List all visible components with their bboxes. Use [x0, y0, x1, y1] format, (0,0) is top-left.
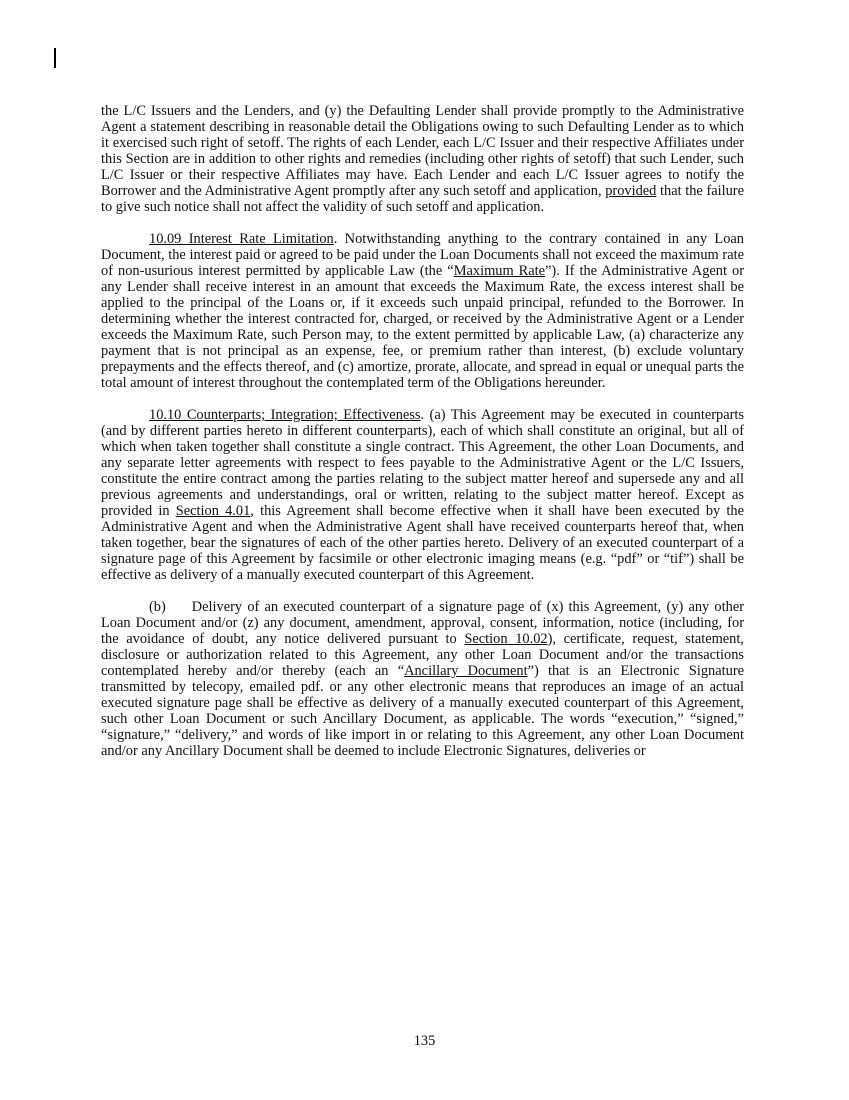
provided-term: provided: [605, 183, 657, 199]
section-10-10: 10.10 Counterparts; Integration; Effectiveness. (a) This Agreement may be executed in counterparts (and by different parties hereto in different counterparts), each of which shall constitute an original, but all of which when taken together shall constitute a single contract. This Agreement, the other Loan Documents, and any separate letter agreements with respect to fees payable to the Administrative Agent or the L/C Issuers, constitute the entire contract among the parties relating to the subject matter hereof and supersede any and all previous agreements and understandings, oral or written, relating to the subject matter hereof. Except as provided in Section 4.01, this Agreement shall become effective when it shall have been executed by the Administrative Agent and when the Administrative Agent shall have received counterparts hereof that, when taken together, bear the signatures of each of the other parties hereto. Delivery of an executed counterpart of a signature page of this Agreement by facsimile or other electronic imaging means (e.g. “pdf” or “tif”) shall be effective as delivery of a manually executed counterpart of this Agreement.: [101, 407, 745, 583]
section-ref-10-02: Section 10.02: [464, 631, 548, 647]
section-ref-4-01: Section 4.01: [175, 503, 251, 519]
section-10-09: 10.09 Interest Rate Limitation. Notwithstanding anything to the contrary contained in any Loan Document, the interest paid or agreed to be paid under the Loan Documents shall not exceed the maximum rate of non-usurious interest permitted by applicable Law (the “Maximum Rate”). If the Administrative Agent or any Lender shall receive interest in an amount that exceeds the Maximum Rate, the excess interest shall be applied to the principal of the Loans or, if it exceeds such unpaid principal, refunded to the Borrower. In determining whether the interest contracted for, charged, or received by the Administrative Agent or a Lender exceeds the Maximum Rate, such Person may, to the extent permitted by applicable Law, (a) characterize any payment that is not principal as an expense, fee, or premium rather than interest, (b) exclude voluntary prepayments and the effects thereof, and (c) amortize, prorate, allocate, and spread in equal or unequal parts the total amount of interest throughout the contemplated term of the Obligations hereunder.: [101, 231, 745, 391]
paragraph-b-label: (b): [149, 599, 166, 615]
section-heading-10-09: 10.09 Interest Rate Limitation: [149, 231, 334, 247]
document-body: [101, 103, 744, 775]
revision-bar: [54, 48, 56, 68]
paragraph-setoff-continued: the L/C Issuers and the Lenders, and (y) the Defaulting Lender shall provide promptly to the Administrative Agent a statement describing in reasonable detail the Obligations owing to such Defaulting Lender as to which it exercised such right of setoff. The rights of each Lender, each L/C Issuer and their respective Affiliates under this Section are in addition to other rights and remedies (including other rights of setoff) that such Lender, such L/C Issuer or their respective Affiliates may have. Each Lender and each L/C Issuer agrees to notify the Borrower and the Administrative Agent promptly after any such setoff and application, provided that the failure to give such notice shall not affect the validity of such setoff and application.: [101, 103, 744, 215]
defined-term-maximum-rate: Maximum Rate: [453, 263, 546, 279]
paragraph-b: (b) Delivery of an executed counterpart of a signature page of (x) this Agreement, (y) any other Loan Document and/or (z) any document, amendment, approval, consent, information, notice (including, for the avoidance of doubt, any notice delivered pursuant to Section 10.02), certificate, request, statement, disclosure or authorization related to this Agreement, any other Loan Document and/or the transactions contemplated hereby and/or thereby (each an “Ancillary Document”) that is an Electronic Signature transmitted by telecopy, emailed pdf. or any other electronic means that reproduces an image of an actual executed signature page shall be effective as delivery of a manually executed counterpart of this Agreement, such other Loan Document or such Ancillary Document, as applicable. The words “execution,” “signed,” “signature,” “delivery,” and words of like import in or relating to this Agreement, any other Loan Document and/or any Ancillary Document shall be deemed to include Electronic Signatures, deliveries or: [101, 599, 744, 759]
page-number: 135: [413, 1033, 436, 1049]
section-heading-10-10: 10.10 Counterparts; Integration; Effectiveness: [149, 407, 421, 423]
defined-term-ancillary-document: Ancillary Document: [404, 663, 528, 679]
